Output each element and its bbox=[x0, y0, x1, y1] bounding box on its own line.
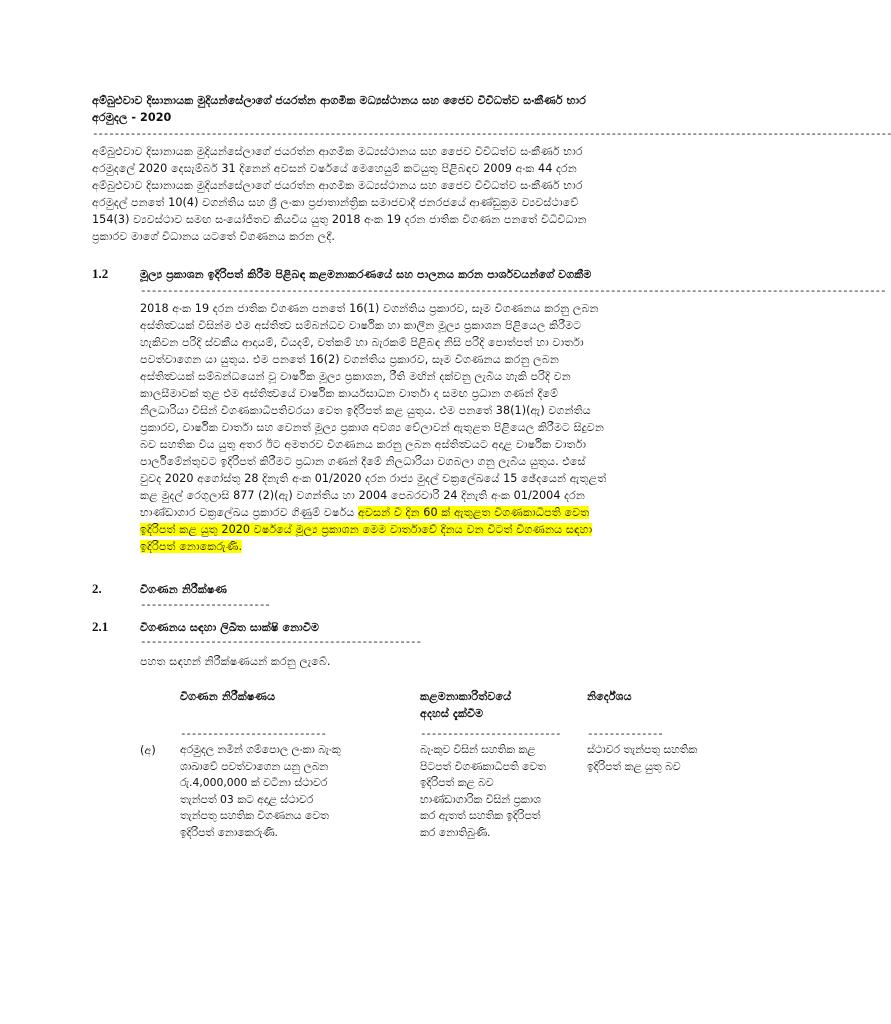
section-heading: විගණන නිරීක්ෂණ bbox=[140, 583, 228, 596]
highlighted-text: අවසන් වී දින 60 ක් ඇතුළත විගණකාධිපති වෙත bbox=[357, 506, 590, 519]
section-intro: පහත සඳහන් නිරීක්ෂණයන් කරනු ලැබේ. bbox=[140, 655, 331, 668]
column-header-rule: --------------------------- bbox=[180, 729, 326, 741]
cell-line: භාණ්ඩාගාරික විසින් ප්‍රකාශ bbox=[420, 792, 541, 806]
column-header-observation: විගණන නිරීක්ෂණය bbox=[180, 690, 276, 703]
cell-line: රු.4,000,000 ක් වටිනා ස්ථාවර bbox=[180, 776, 328, 789]
cell-line: තැන්පතු සහතික විගණනය වෙත bbox=[180, 809, 329, 822]
intro-paragraph bbox=[92, 143, 680, 245]
column-header-rule: -------------- bbox=[587, 729, 663, 741]
section-heading: විගණනය සඳහා ලිඛිත සාක්ෂි නොවීම bbox=[140, 621, 320, 634]
paragraph-line: බව සහතික විය යුතු අතර ඊට අමතරව විගණනය කරනු ලබන අස්තිත්‍වයට අදාළ වාර්ෂික වාර්තා bbox=[140, 438, 587, 451]
section-heading-rule: ------------------------------------------------------------------------------------------------------------------------------------------ bbox=[140, 286, 886, 298]
paragraph-line: වුවද 2020 අගෝස්තු 28 දිනැති අංක 01/2020 දරන රාජ්‍ය මුදල් චක්‍රලේඛයේ 15 ඡේදයෙන් ඇතුළත් bbox=[140, 472, 607, 485]
section-number: 2. bbox=[92, 581, 102, 596]
observation-cell bbox=[180, 742, 390, 841]
section-heading-rule: ---------------------------------------------------- bbox=[140, 637, 421, 649]
paragraph-line bbox=[140, 521, 680, 538]
column-header-management-comment bbox=[420, 688, 570, 722]
intro-line: අරමුදල් පනතේ 10(4) වගන්තිය සහ ශ්‍රී ලංකා ප්‍රජාතාන්ත්‍රික සමාජවාදී ජනරජයේ ආණ්ඩුක්‍රම ව්‍යවස්ථාවේ bbox=[92, 196, 579, 209]
paragraph-line: නිලධාරියා විසින් විගණකාධිපතිවරයා වෙත ඉදිරිපත් කළ යුතුය. එම පනතේ 38(1)(ඇ) වගන්තිය bbox=[140, 404, 591, 417]
recommendation-cell bbox=[587, 742, 737, 775]
cell-line: බැංකුව විසින් සහතික කළ bbox=[420, 743, 536, 756]
management-comment-cell bbox=[420, 742, 580, 841]
intro-line: අම්බුළුවාව දිසානායක මුදියන්සේලාගේ ජයරත්න ආගමික මධ්‍යස්ථානය සහ ජෛව විවිධත්ව සංකීර්ණ භාර bbox=[92, 179, 583, 192]
paragraph-line bbox=[140, 504, 680, 521]
title-line-1: අම්බුළුවාව දිසානායක මුදියන්සේලාගේ ජයරත්න ආගමික මධ්‍යස්ථානය සහ ජෛව විවිධත්ව සංකීර්ණ භාර bbox=[92, 94, 587, 107]
cell-line: තැන්පත් 03 කට අදාළ ස්ථාවර bbox=[180, 792, 314, 806]
paragraph-line: පාර්ලිමේන්තුවට ඉදිරිපත් කිරීමට ප්‍රධාන ගණන් දීමේ නිලධාරියා වගබලා ගනු ලැබිය යුතුය. එසේ bbox=[140, 455, 586, 468]
column-header-recommendation: නිර්දේශය bbox=[587, 690, 632, 703]
row-label: (අ) bbox=[140, 744, 156, 757]
paragraph-line: කළ මුදල් රෙගුලාසි 877 (2)(ඇ) වගන්තිය හා 2004 පෙබරවාරි 24 දිනැති අංක 01/2004 දරන bbox=[140, 489, 586, 502]
intro-line: අම්බුළුවාව දිසානායක මුදියන්සේලාගේ ජයරත්න ආගමික මධ්‍යස්ථානය සහ ජෛව විවිධත්ව සංකීර්ණ භාර bbox=[92, 145, 583, 158]
paragraph-line bbox=[140, 538, 680, 555]
section-heading-rule: ------------------------ bbox=[140, 600, 270, 612]
intro-line: අරමුදලේ 2020 දෙසැම්බර් 31 දිනෙන් අවසන් වර්ෂයේ මෙහෙයුම් කටයුතු පිළිබඳව 2009 අංක 44 දරන bbox=[92, 162, 577, 175]
paragraph-line: කාලසීමාවක් තුළ එම අස්තිත්‍වයේ වාර්ෂික කාර්යසාධන වාර්තා ද සමඟ ප්‍රධාන ගණන් දීමේ bbox=[140, 387, 559, 400]
cell-line: කර නොතිබුණි. bbox=[420, 825, 491, 839]
cell-line: අරමුදල නමින් ගම්පොල ලංකා බැංකු bbox=[180, 743, 341, 756]
title-line-2: අරමුදල - 2020 bbox=[92, 111, 172, 124]
title-rule: ---------------------------------------------------------------------------------------------------------------------------------------------------- bbox=[92, 129, 891, 141]
cell-line: පිටපත් විගණකාධිපති වෙත bbox=[420, 759, 546, 773]
cell-line: ස්ථාවර තැන්පතු සහතික bbox=[587, 743, 698, 756]
section-1-2-paragraph bbox=[140, 300, 680, 555]
paragraph-line: අස්තිත්‍වයක් විසින්ම එම අස්තිත්‍ව සම්බන්ධව වාර්ෂික හා කාලීන මූල්‍ය ප්‍රකාශන පිළියෙල කිරීමට bbox=[140, 319, 582, 332]
paragraph-line: අස්තිත්‍වයක් සම්බන්ධයෙන් වූ වාර්ෂික මූල්‍ය ප්‍රකාශන, රීති මඟින් දක්වනු ලැබිය හැකි පරිදි වන bbox=[140, 370, 571, 383]
cell-line: ඉදිරිපත් කළ යුතු බව bbox=[587, 759, 681, 773]
paragraph-line: 2018 අංක 19 දරන ජාතික විගණන පනතේ 16(1) වගන්තිය ප්‍රකාරව, සෑම විගණනය කරනු ලබන bbox=[140, 302, 599, 315]
paragraph-text: භාණ්ඩාගාර චක්‍රලේඛය ප්‍රකාරව ගිණුම් වර්ෂය bbox=[140, 506, 358, 519]
paragraph-line: පවත්වාගෙන යා යුතුය. එම පනතේ 16(2) වගන්තිය ප්‍රකාරව, සෑම විගණනය කරනු ලබන bbox=[140, 353, 559, 366]
section-heading: මූල්‍ය ප්‍රකාශන ඉදිරිපත් කිරීම පිළිබඳ කළමනාකරණයේ සහ පාලනය කරන පාර්ශවයන්ගේ වගකීම bbox=[140, 268, 592, 281]
cell-line: ශාඛාවේ පවත්වාගෙන යනු ලබන bbox=[180, 759, 329, 773]
paragraph-line: හැකිවන පරිදි ස්වකීය ආදායම්, වියදම්, වත්කම් හා බැරකම් පිළිබඳ නිසි පරිදි පොත්පත් හා වාර්තා bbox=[140, 336, 584, 349]
intro-line: ප්‍රකාරව මාගේ විධානය යටතේ විගණනය කරන ලදී. bbox=[92, 230, 335, 243]
cell-line: කර ඇතත් සහතික ඉදිරිපත් bbox=[420, 809, 541, 822]
header-line: අදහස් දැක්වීම bbox=[420, 707, 484, 720]
section-number: 1.2 bbox=[92, 266, 109, 281]
intro-line: 154(3) ව්‍යවස්ථාව සමඟ සංයෝජිතව කියවිය යුතු 2018 අංක 19 දරන ජාතික විගණන පනතේ විධිවිධාන bbox=[92, 213, 587, 226]
paragraph-line: ප්‍රකාරව, වාර්ෂික වාර්තා සහ වෙනත් මූල්‍ය ප්‍රකාශ අවශ්‍ය වේලාවන් ඇතුළත පිළියෙල කිරීමට සිදුවන bbox=[140, 421, 604, 434]
section-number: 2.1 bbox=[92, 619, 109, 634]
header-line: කළමනාකාරිත්වයේ bbox=[420, 690, 512, 703]
highlighted-text: ඉදිරිපත් නොකෙරුණි. bbox=[140, 540, 243, 553]
column-header-rule: -------------------------- bbox=[420, 729, 561, 741]
highlighted-text: ඉදිරිපත් කළ යුතු 2020 වර්ෂයේ මූල්‍ය ප්‍රකාශන මෙම වාර්තාවේ දිනය වන විටත් විගණනය සඳහා bbox=[140, 523, 593, 536]
document-title bbox=[92, 92, 692, 126]
cell-line: ඉදිරිපත් නොකෙරුණි. bbox=[180, 825, 278, 839]
cell-line: ඉදිරිපත් කළ බව bbox=[420, 776, 494, 789]
